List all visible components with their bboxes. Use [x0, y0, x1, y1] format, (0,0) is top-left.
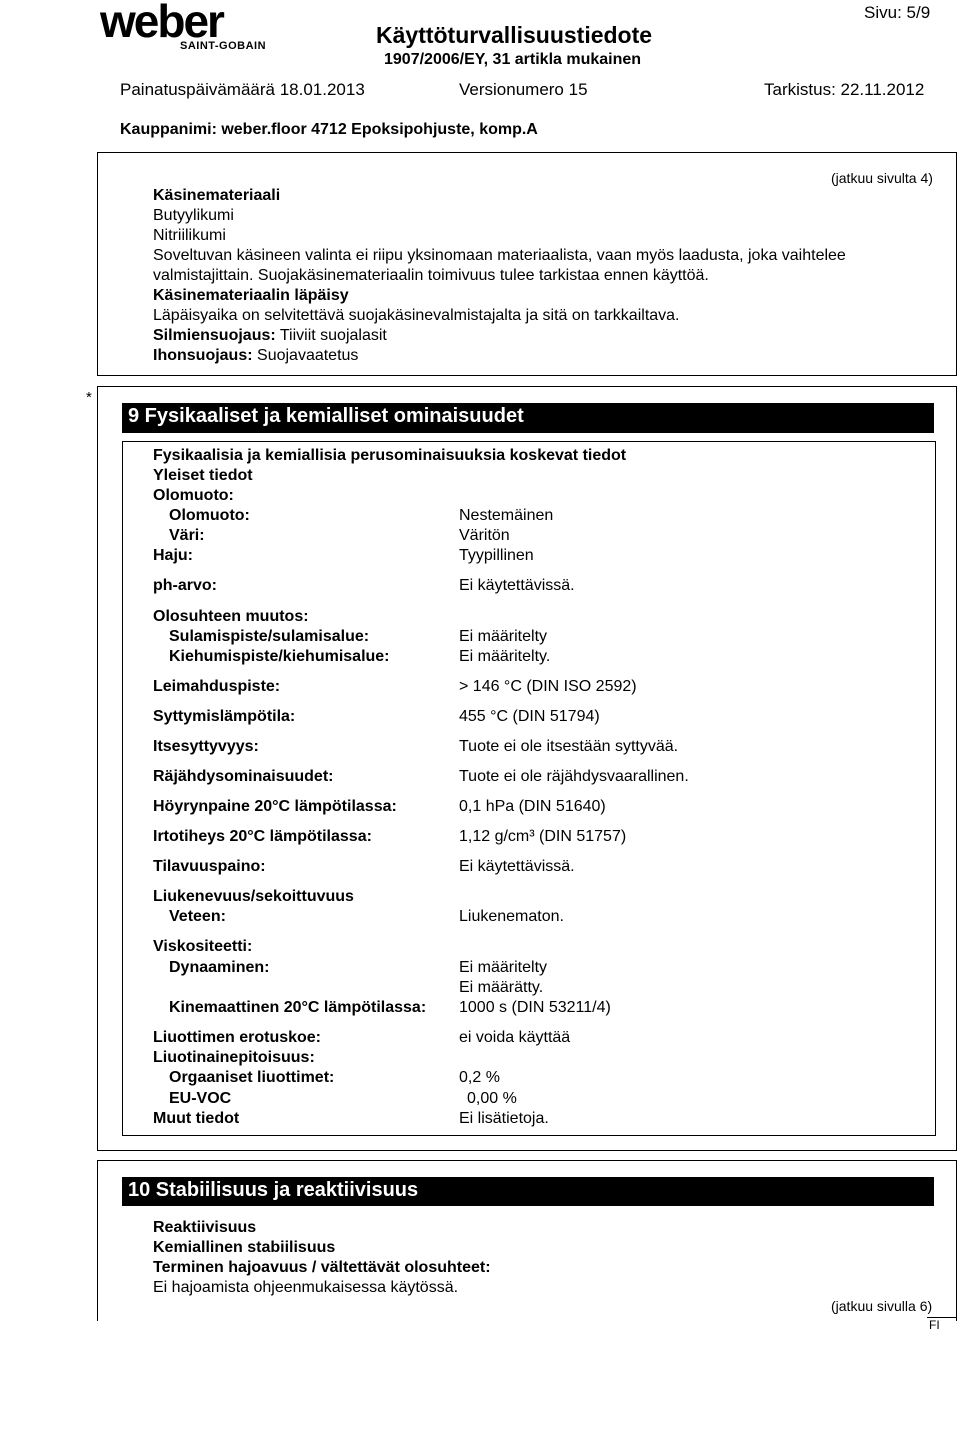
- document-subtitle: 1907/2006/EY, 31 artikla mukainen: [384, 51, 642, 68]
- section-9-heading-text: 9 Fysikaaliset ja kemialliset ominaisuudet: [128, 405, 524, 427]
- glove-material-1: Butyylikumi: [153, 207, 234, 224]
- property-label: Liukenevuus/sekoittuvuus: [153, 888, 354, 905]
- property-label: Leimahduspiste:: [153, 678, 281, 695]
- language-code: FI: [929, 1318, 940, 1332]
- property-label: Tilavuuspaino:: [153, 858, 266, 875]
- property-value: Ei lisätietoja.: [459, 1110, 549, 1127]
- property-value: Tyypillinen: [459, 547, 534, 564]
- property-label: Väri:: [169, 527, 205, 544]
- property-label: Muut tiedot: [153, 1110, 240, 1127]
- property-value: Liukenematon.: [459, 908, 564, 925]
- property-label: Olomuoto:: [169, 507, 250, 524]
- continued-from: (jatkuu sivulta 4): [831, 170, 933, 186]
- property-value: > 146 °C (DIN ISO 2592): [459, 678, 637, 695]
- property-value: Ei määritelty.: [459, 648, 551, 665]
- property-value: 0,2 %: [459, 1069, 500, 1086]
- section-10-heading: [122, 1177, 934, 1206]
- property-label: Dynaaminen:: [169, 959, 270, 976]
- chemical-stability-heading: Kemiallinen stabiilisuus: [153, 1239, 336, 1256]
- property-label: Syttymislämpötila:: [153, 708, 296, 725]
- property-label: Viskositeetti:: [153, 938, 253, 955]
- glove-text-1: Soveltuvan käsineen valinta ei riipu yksinomaan materiaalista, vaan myös laadusta, joka vaihtelee: [153, 247, 846, 264]
- property-label: Sulamispiste/sulamisalue:: [169, 628, 370, 645]
- reactivity-heading: Reaktiivisuus: [153, 1219, 257, 1236]
- skin-protection: [153, 347, 358, 365]
- property-value: 455 °C (DIN 51794): [459, 708, 600, 725]
- penetration-heading: Käsinemateriaalin läpäisy: [153, 287, 349, 304]
- section-10-heading-text: 10 Stabiilisuus ja reaktiivisuus: [128, 1179, 419, 1201]
- revision-date: Tarkistus: 22.11.2012: [764, 80, 925, 99]
- property-value: Ei määritelty: [459, 628, 548, 645]
- property-label: Veteen:: [169, 908, 226, 925]
- eye-protection: [153, 327, 387, 345]
- property-label: Olomuoto:: [153, 487, 234, 504]
- property-label: Liuotinainepitoisuus:: [153, 1049, 315, 1066]
- decomposition-text: Ei hajoamista ohjeenmukaisessa käytössä.: [153, 1279, 459, 1296]
- penetration-text: Läpäisyaika on selvitettävä suojakäsinevalmistajalta ja sitä on tarkkailtava.: [153, 307, 680, 324]
- property-label: EU-VOC: [169, 1090, 232, 1107]
- property-value: 0,1 hPa (DIN 51640): [459, 798, 606, 815]
- property-value: 1000 s (DIN 53211/4): [459, 999, 611, 1016]
- property-value: Tuote ei ole itsestään syttyvää.: [459, 738, 679, 755]
- property-label: Irtotiheys 20°C lämpötilassa:: [153, 828, 372, 845]
- general-info: Yleiset tiedot: [153, 467, 253, 484]
- property-value: Ei käytettävissä.: [459, 858, 575, 875]
- logo-wordmark: weber: [100, 0, 223, 47]
- glove-material-2: Nitriilikumi: [153, 227, 226, 244]
- skin-protection-value: Suojavaatetus: [257, 347, 359, 364]
- property-label: ph-arvo:: [153, 577, 217, 594]
- property-value: Tuote ei ole räjähdysvaarallinen.: [459, 768, 689, 785]
- property-value: Ei käytettävissä.: [459, 577, 575, 594]
- print-date: Painatuspäivämäärä 18.01.2013: [120, 80, 365, 99]
- continued-on: (jatkuu sivulla 6): [831, 1298, 933, 1314]
- page-number: Sivu: 5/9: [864, 3, 931, 22]
- section-9-heading: [122, 403, 934, 433]
- property-label: Orgaaniset liuottimet:: [169, 1069, 335, 1086]
- property-label: Haju:: [153, 547, 193, 564]
- glove-text-2: valmistajittain. Suojakäsinemateriaalin toimivuus tulee tarkistaa ennen käyttöä.: [153, 267, 709, 284]
- property-value: Ei määrätty.: [459, 979, 544, 996]
- property-value: Väritön: [459, 527, 510, 544]
- weber-logo: [98, 0, 267, 54]
- property-label: Itsesyttyvyys:: [153, 738, 259, 755]
- property-label: Höyrynpaine 20°C lämpötilassa:: [153, 798, 397, 815]
- eye-protection-label: Silmiensuojaus:: [153, 327, 276, 344]
- property-value: 0,00 %: [467, 1090, 517, 1107]
- skin-protection-label: Ihonsuojaus:: [153, 347, 253, 364]
- property-value: 1,12 g/cm³ (DIN 51757): [459, 828, 627, 845]
- property-value: Nestemäinen: [459, 507, 554, 524]
- logo-subtext: SAINT-GOBAIN: [180, 40, 267, 52]
- glove-material-heading: Käsinemateriaali: [153, 187, 281, 204]
- property-value: Ei määritelty: [459, 959, 548, 976]
- change-marker: *: [86, 389, 92, 406]
- version-number: Versionumero 15: [459, 80, 588, 99]
- property-label: Räjähdysominaisuudet:: [153, 768, 334, 785]
- property-label: Kinemaattinen 20°C lämpötilassa:: [169, 999, 427, 1016]
- eye-protection-value: Tiiviit suojalasit: [279, 327, 387, 344]
- document-title: Käyttöturvallisuustiedote: [376, 22, 653, 48]
- property-value: ei voida käyttää: [459, 1029, 571, 1046]
- thermal-decomposition-heading: Terminen hajoavuus / vältettävät olosuhteet:: [153, 1259, 491, 1276]
- property-label: Liuottimen erotuskoe:: [153, 1029, 322, 1046]
- properties-intro: Fysikaalisia ja kemiallisia perusominaisuuksia koskevat tiedot: [153, 447, 627, 464]
- trade-name: Kauppanimi: weber.floor 4712 Epoksipohjuste, komp.A: [120, 121, 538, 138]
- property-label: Olosuhteen muutos:: [153, 608, 309, 625]
- property-label: Kiehumispiste/kiehumisalue:: [169, 648, 390, 665]
- footer-rule: [927, 1317, 957, 1318]
